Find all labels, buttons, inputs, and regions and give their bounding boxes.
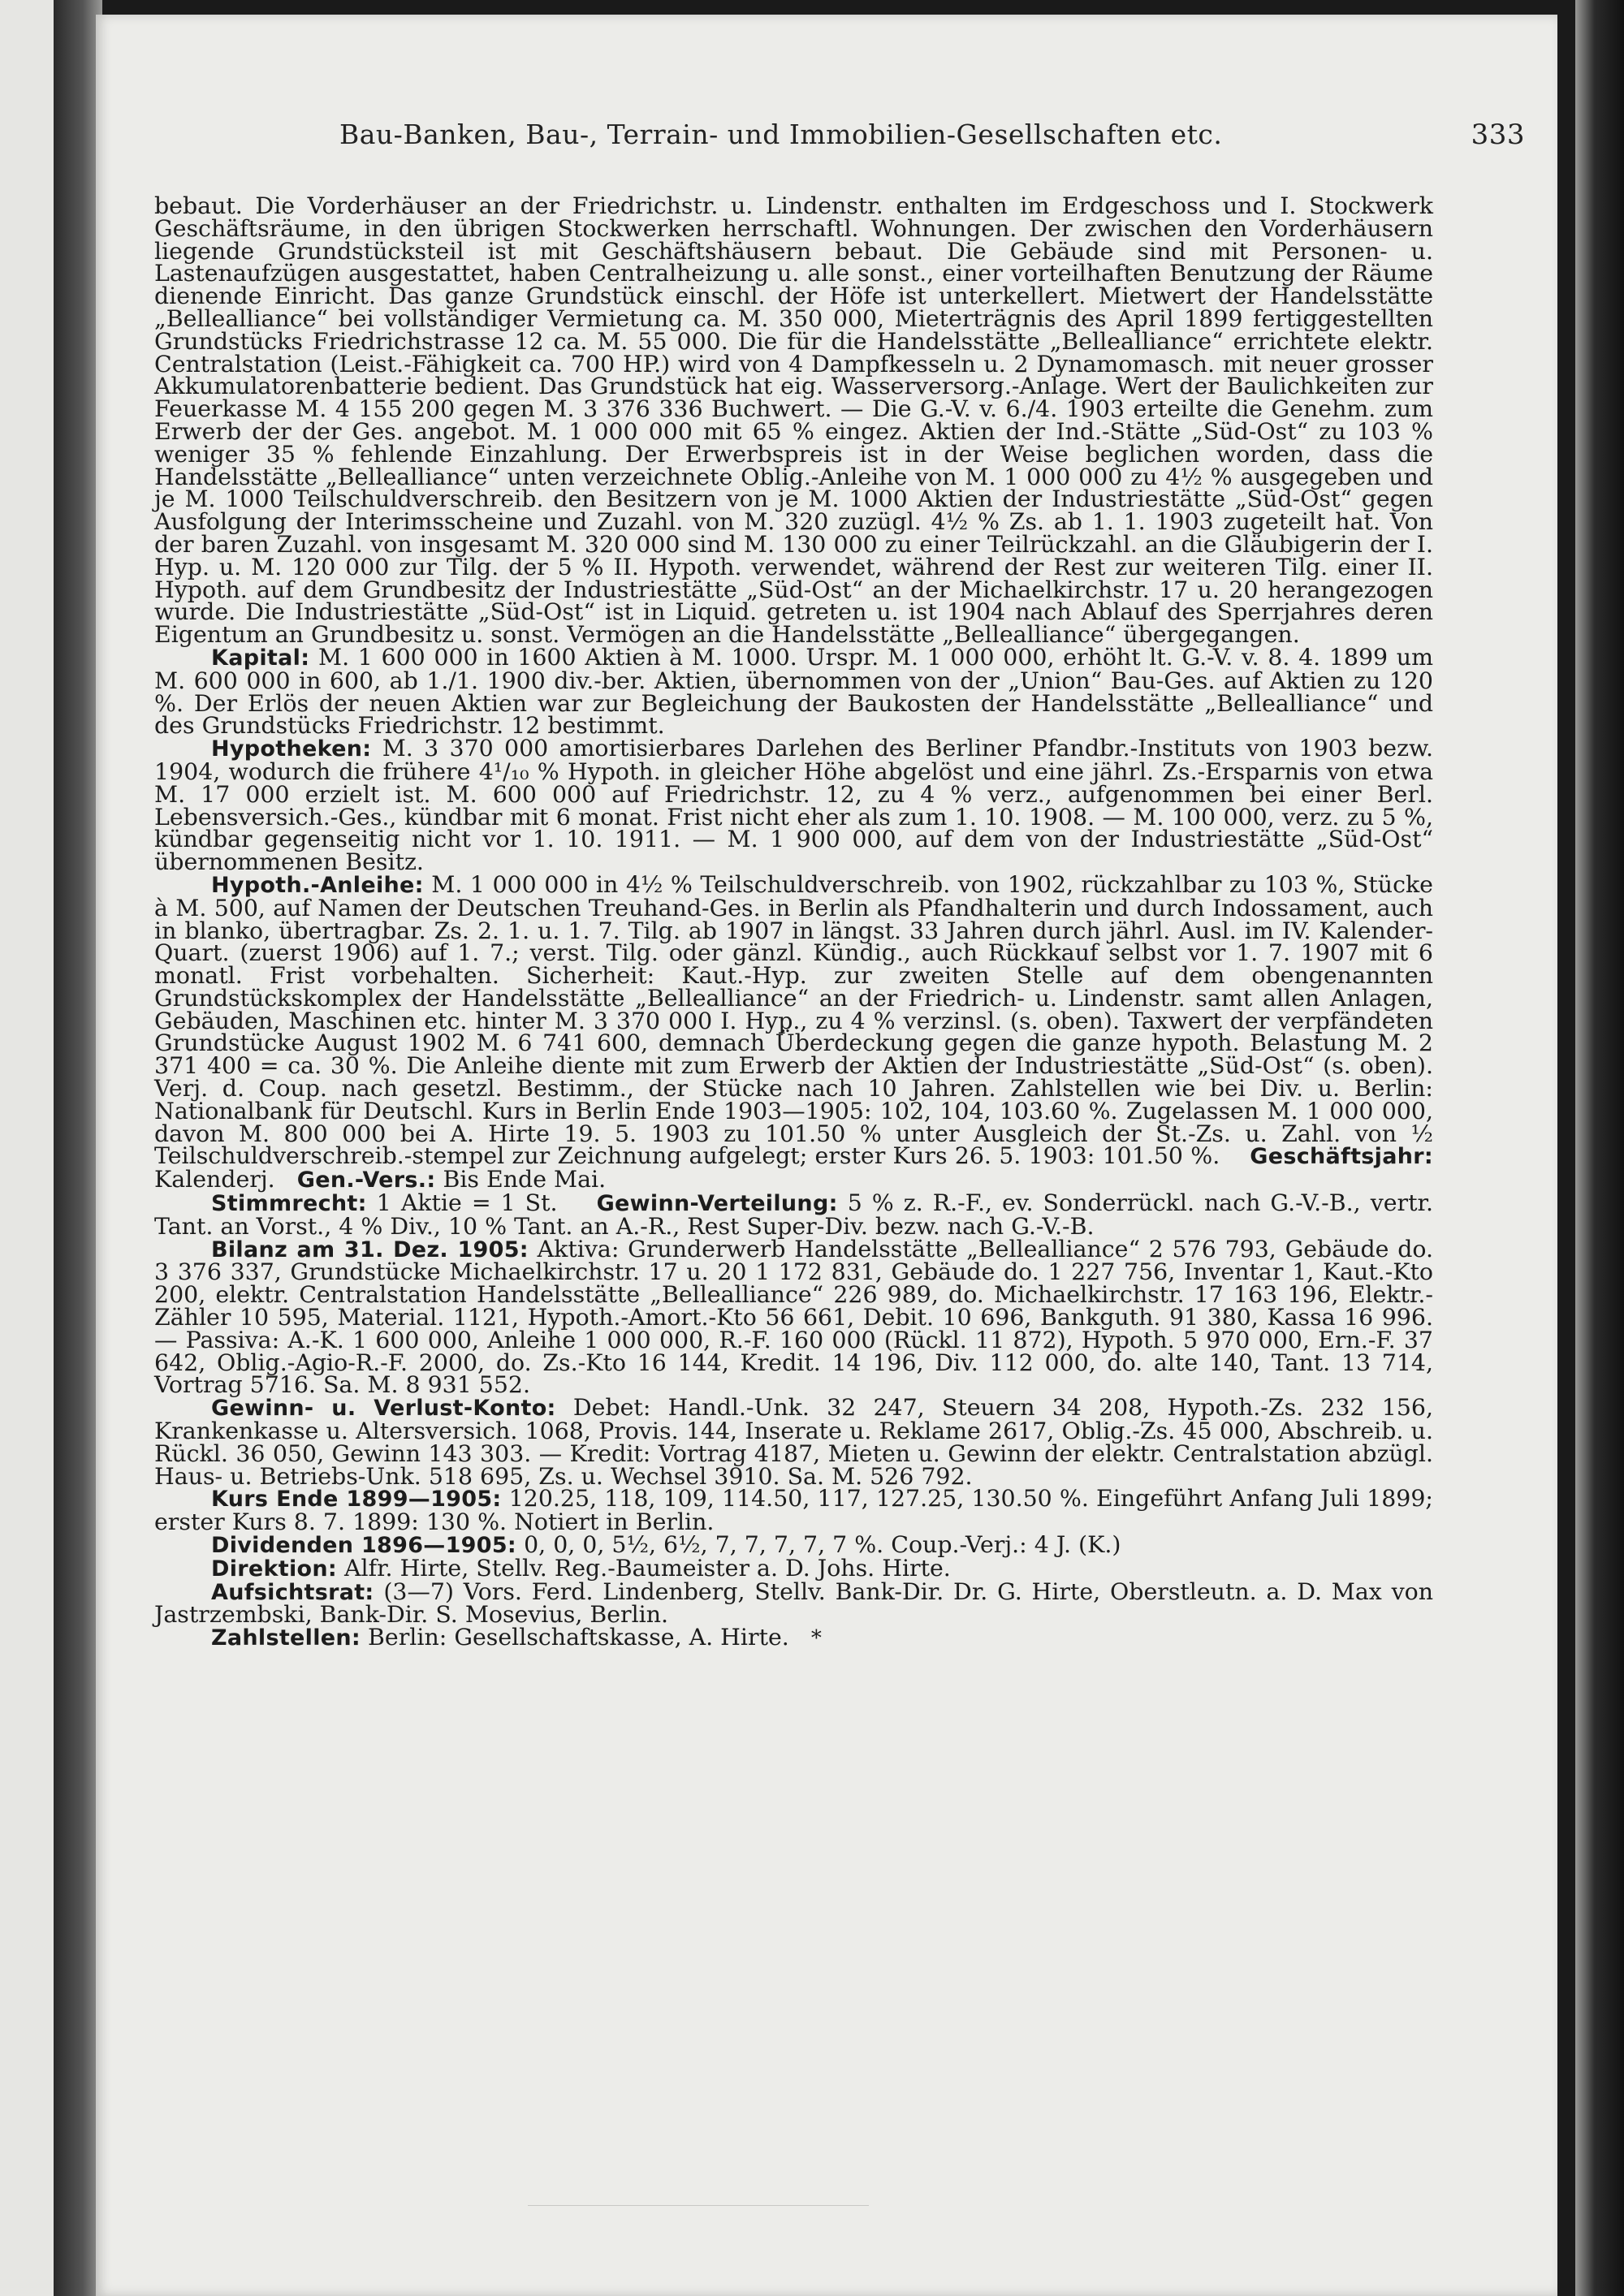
section-text: M. 1 000 000 in 4½ % Teilschuldverschreib. von 1902, rückzahlbar zu 103 %, Stücke à M. 500, auf Namen der Deutschen Treuhand-Ges. in Berlin als Pfandhalterin und durch Indossament, auch in blanko, übertragbar. Zs. 2. 1. u. 1. 7. Tilg. ab 1907 in längst. 33 Jahren durch jährl. Ausl. im IV. Kalender-Quart. (zuerst 1906) auf 1. 7.; verst. Tilg. oder gänzl. Kündig., auch Rückkauf selbst vor 1. 7. 1907 mit 6 monatl. Frist vorbehalten. Sicherheit: Kaut.-Hyp. zur zweiten Stelle auf dem obengenannten Grundstückskomplex der Handelsstätte „Bellealliance“ an der Friedrich- u. Lindenstr. samt allen Anlagen, Gebäuden, Maschinen etc. hinter M. 3 370 000 I. Hyp., zu 4 % verzinsl. (s. oben). Taxwert der verpfändeten Grundstücke August 1902 M. 6 741 600, demnach Überdeckung gegen die ganze hypoth. Belastung M. 2 371 400 = ca. 30 %. Die Anleihe diente mit zum Erwerb der Aktien der Industriestätte „Süd-Ost“ (s. oben). Verj. d. Coup. nach gesetzl. Bestimm., der Stücke nach 10 Jahren. Zahlstellen wie bei Div. u. Berlin: Nationalbank für Deutschl. Kurs in Berlin Ende 1903—1905: 102, 104, 103.60 %. Zugelassen M. 1 000 000, davon M. 800 000 bei A. Hirte 19. 5. 1903 zu 101.50 % unter Ausgleich der St.-Zs. u. Zahl. von ½ Teilschuldverschreib.-stempel zur Zeichnung aufgelegt; erster Kurs 26. 5. 1903: 101.50 %. (154, 870, 1433, 1170)
section-bilanz (154, 1235, 1433, 1399)
section-text: Berlin: Gesellschaftskasse, A. Hirte. (368, 1624, 789, 1651)
section-text: 5 % z. R.-F., ev. Sonderrückl. nach G.-V.-B., vertr. Tant. an Vorst., 4 % Div., 10 % Tant. an A.-R., Rest Super-Div. bezw. nach G.-V.-B. (154, 1189, 1433, 1240)
section-label: Kurs Ende 1899—1905: (211, 1487, 502, 1513)
section-label: Zahlstellen: (211, 1625, 361, 1651)
section-text: 120.25, 118, 109, 114.50, 117, 127.25, 130.50 %. Eingeführt Anfang Juli 1899; erster Kurs 8. 7. 1899: 130 %. Notiert in Berlin. (154, 1485, 1433, 1536)
section-label: Hypotheken: (211, 736, 372, 762)
section-label: Dividenden 1896—1905: (211, 1533, 517, 1559)
page-right-edge (1575, 0, 1624, 2296)
book-gutter (54, 0, 102, 2296)
running-title: Bau-Banken, Bau-, Terrain- und Immobilien-Gesellschaften etc. (339, 119, 1223, 150)
section-text: Debet: Handl.-Unk. 32 247, Steuern 34 208, Hypoth.-Zs. 232 156, Krankenkasse u. Altersversich. 1068, Provis. 144, Inserate u. Reklame 2617, Oblig.-Zs. 45 000, Abschreib. u. Rückl. 36 050, Gewinn 143 303. — Kredit: Vortrag 4187, Mieten u. Gewinn der elektr. Centralstation abzügl. Haus- u. Betriebs-Unk. 518 695, Zs. u. Wechsel 3910. Sa. M. 526 792. (154, 1394, 1433, 1490)
section-text: 1 Aktie = 1 St. (376, 1189, 558, 1217)
section-kurs (154, 1487, 1433, 1534)
section-aufsichtsrat (154, 1577, 1433, 1629)
intro-paragraph: bebaut. Die Vorderhäuser an der Friedrichstr. u. Lindenstr. enthalten im Erdgeschoss und I. Stockwerk Geschäftsräume, in den übrigen Stockwerken herrschaftl. Wohnungen. Der zwischen den Vorderhäusern liegende Grundstücksteil ist mit Geschäftshäusern bebaut. Die Gebäude sind mit Personen- u. Lastenaufzügen ausgestattet, haben Centralheizung u. alle sonst., einer vorteilhaften Benutzung der Räume dienende Einricht. Das ganze Grundstück einschl. der Höfe ist unterkellert. Mietwert der Handelsstätte „Bellealliance“ bei vollständiger Vermietung ca. M. 350 000, Mieterträgnis des April 1899 fertiggestellten Grundstücks Friedrichstrasse 12 ca. M. 55 000. Die für die Handelsstätte „Bellealliance“ errichtete elektr. Centralstation (Leist.-Fähigkeit ca. 700 HP.) wird von 4 Dampfkesseln u. 2 Dynamomasch. mit neuer grosser Akkumulatorenbatterie bedient. Das Grundstück hat eig. Wasserversorg.-Anlage. Wert der Baulichkeiten zur Feuerkasse M. 4 155 200 gegen M. 3 376 336 Buchwert. — Die G.-V. v. 6./4. 1903 erteilte die Genehm. zum Erwerb der der Ges. angebot. M. 1 000 000 mit 65 % eingez. Aktien der Ind.-Stätte „Süd-Ost“ zu 103 % weniger 35 % fehlende Einzahlung. Der Erwerbspreis ist in der Weise beglichen worden, dass die Handelsstätte „Bellealliance“ unten verzeichnete Oblig.-Anleihe von M. 1 000 000 zu 4½ % ausgegeben und je M. 1000 Teilschuldverschreib. den Besitzern von je M. 1000 Aktien der Industriestätte „Süd-Ost“ gegen Ausfolgung der Interimsscheine und Zuzahl. von M. 320 zuzügl. 4½ % Zs. ab 1. 1. 1903 zugeteilt hat. Von der baren Zuzahl. von insgesamt M. 320 000 sind M. 130 000 zu einer Teilrückzahl. an die Gläubigerin der I. Hyp. u. M. 120 000 zur Tilg. der 5 % II. Hypoth. verwendet, während der Rest zur weiteren Tilg. einer II. Hypoth. auf dem Grundbesitz der Industriestätte „Süd-Ost“ an der Michaelkirchstr. 17 u. 20 herangezogen wurde. Die Industriestätte „Süd-Ost“ ist in Liquid. getreten u. ist 1904 nach Ablauf des Sperrjahres deren Eigentum an Grundbesitz u. sonst. Vermögen an die Handelsstätte „Bellealliance“ übergegangen. (154, 192, 1433, 649)
section-text: M. 3 370 000 amortisierbares Darlehen des Berliner Pfandbr.-Instituts von 1903 bezw. 1904, wodurch die frühere 4¹/₁₀ % Hypoth. in gleicher Höhe abgelöst und eine jährl. Zs.-Ersparnis von etwa M. 17 000 erzielt ist. M. 600 000 auf Friedrichstr. 12, zu 4 % verz., aufgenommen bei einer Berl. Lebensversich.-Ges., kündbar mit 6 monat. Frist nicht eher als zum 1. 10. 1908. — M. 100 000, verz. zu 5 %, kündbar gegenseitig nicht vor 1. 10. 1911. — M. 1 900 000, auf dem von der Industriestätte „Süd-Ost“ übernommenen Besitz. (154, 735, 1433, 876)
section-text: (3—7) Vors. Ferd. Lindenberg, Stellv. Bank-Dir. Dr. G. Hirte, Oberstleutn. a. D. Max von Jastrzembski, Bank-Dir. S. Mosevius, Berlin. (154, 1577, 1433, 1629)
section-stimmrecht (154, 1189, 1433, 1240)
section-label: Geschäftsjahr: (1250, 1144, 1433, 1170)
section-label: Gewinn- u. Verlust-Konto: (211, 1396, 556, 1422)
section-kapital (154, 643, 1433, 740)
section-hypoth-anleihe (154, 870, 1433, 1193)
section-label: Gen.-Vers.: (296, 1167, 436, 1193)
section-text: M. 1 600 000 in 1600 Aktien à M. 1000. Urspr. M. 1 000 000, erhöht lt. G.-V. v. 8. 4. 1899 um M. 600 000 in 600, ab 1./1. 1900 div.-ber. Aktien, übernommen von der „Union“ Bau-Ges. auf Aktien zu 120 %. Der Erlös der neuen Aktien war zur Begleichung der Baukosten der Handelsstätte „Bellealliance“ und des Grundstücks Friedrichstr. 12 bestimmt. (154, 643, 1433, 740)
section-label: Gewinn-Verteilung: (596, 1191, 838, 1217)
page-number: 333 (1471, 119, 1525, 151)
section-zahlstellen (154, 1626, 1433, 1651)
section-label: Kapital: (211, 645, 310, 671)
section-text: Bis Ende Mai. (443, 1166, 607, 1193)
section-label: Aufsichtsrat: (211, 1579, 374, 1605)
section-text: Kalenderj. (154, 1166, 275, 1193)
end-rule (528, 2205, 869, 2206)
section-direktion (154, 1554, 1433, 1582)
section-label: Hypoth.-Anleihe: (211, 872, 424, 898)
section-text: Alfr. Hirte, Stellv. Reg.-Baumeister a. D. Johs. Hirte. (344, 1554, 951, 1582)
section-label: Bilanz am 31. Dez. 1905: (211, 1236, 529, 1262)
section-label: Direktion: (211, 1556, 337, 1582)
section-label: Stimmrecht: (211, 1191, 367, 1217)
section-dividenden (154, 1531, 1433, 1559)
body-text (154, 192, 1433, 1651)
section-text: Aktiva: Grunderwerb Handelsstätte „Bellealliance“ 2 576 793, Gebäude do. 3 376 337, Grundstücke Michaelkirchstr. 17 u. 20 1 172 831, Gebäude do. 1 227 756, Inventar 1, Kaut.-Kto 200, elektr. Centralstation Handelsstätte „Bellealliance“ 226 989, do. Michaelkirchstr. 17 163 196, Elektr.-Zähler 10 595, Material. 1121, Hypoth.-Amort.-Kto 56 661, Debit. 10 696, Bankguth. 91 380, Kassa 16 996. — Passiva: A.-K. 1 600 000, Anleihe 1 000 000, R.-F. 160 000 (Rückl. 11 872), Hypoth. 5 970 000, Ern.-F. 37 642, Oblig.-Agio-R.-F. 2000, do. Zs.-Kto 16 144, Kredit. 14 196, Div. 112 000, do. alte 140, Tant. 13 714, Vortrag 5716. Sa. M. 8 931 552. (154, 1235, 1433, 1399)
document-page (96, 15, 1557, 2296)
facing-page-edge (0, 0, 54, 2296)
section-hypotheken (154, 737, 1433, 874)
section-text: 0, 0, 0, 5½, 6½, 7, 7, 7, 7, 7 %. Coup.-Verj.: 4 J. (K.) (524, 1531, 1121, 1559)
section-gewinn-verlust (154, 1394, 1433, 1490)
footnote-mark: * (810, 1626, 822, 1651)
